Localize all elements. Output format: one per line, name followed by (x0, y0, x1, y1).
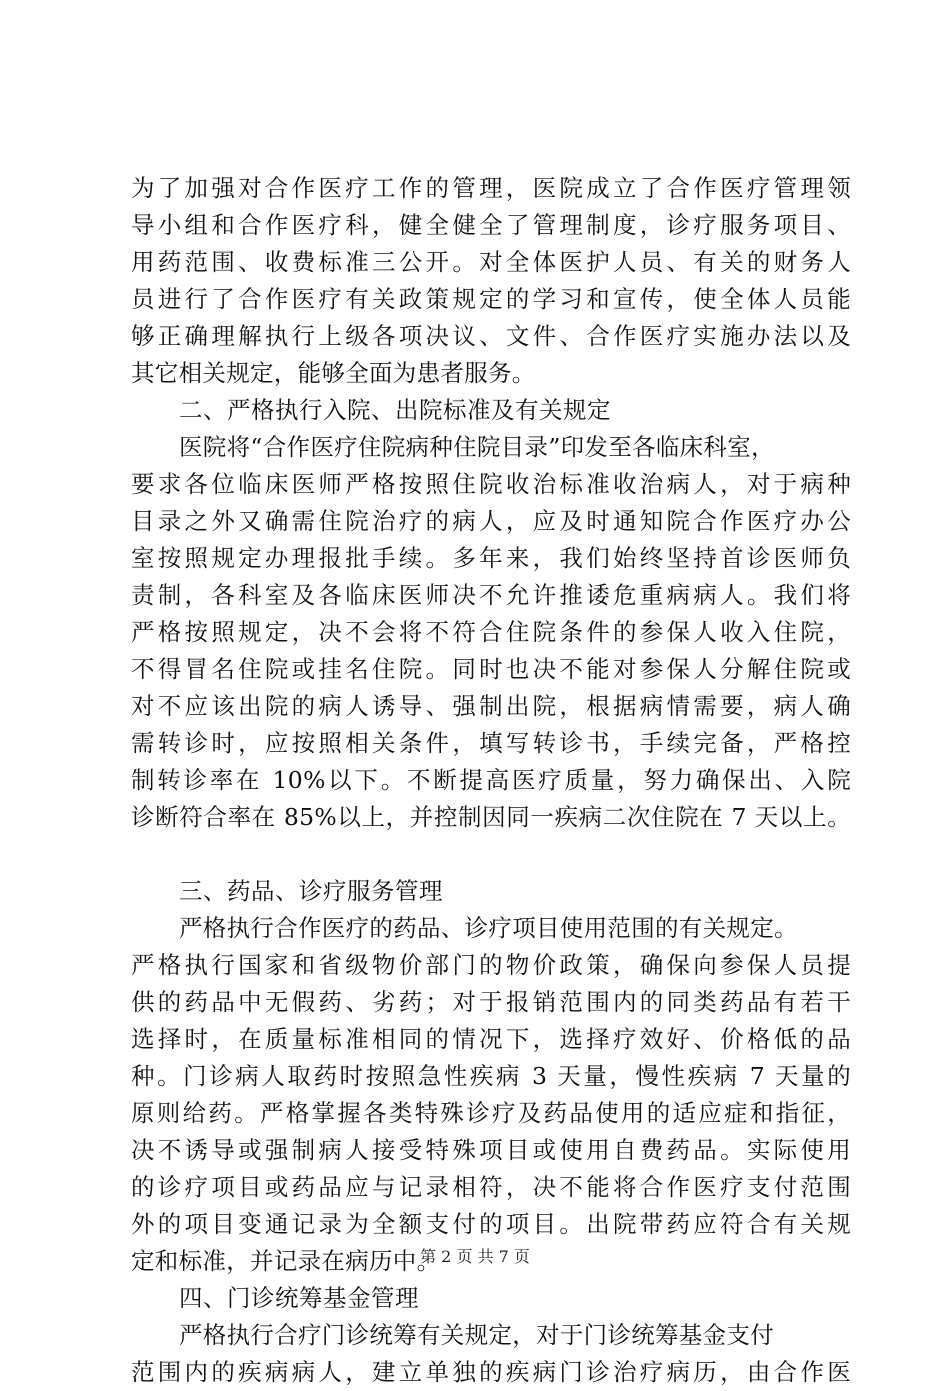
section-heading: 四、门诊统筹基金管理 (179, 1284, 419, 1312)
text-line: 员进行了合作医疗有关政策规定的学习和宣传，使全体人员能 (131, 285, 851, 313)
text-line: 严格按照规定，决不会将不符合住院条件的参保人收入住院， (131, 618, 851, 646)
text-line: 目录之外又确需住院治疗的病人，应及时通知院合作医疗办公 (131, 507, 851, 535)
text-line: 供的药品中无假药、劣药；对于报销范围内的同类药品有若干 (131, 988, 851, 1016)
text-line: 用药范围、收费标准三公开。对全体医护人员、有关的财务人 (131, 248, 851, 276)
page-footer: 第 2 页 共 7 页 (420, 1247, 530, 1266)
document-body (131, 170, 851, 1391)
text-line: 范围内的疾病病人，建立单独的疾病门诊治疗病历，由合作医 (131, 1358, 851, 1386)
text-line: 诊断符合率在 85%以上，并控制因同一疾病二次住院在 7 天以上。 (131, 803, 851, 831)
text-line: 严格执行国家和省级物价部门的物价政策，确保向参保人员提 (131, 951, 851, 979)
text-line: 为了加强对合作医疗工作的管理，医院成立了合作医疗管理领 (131, 174, 851, 202)
text-line: 原则给药。严格掌握各类特殊诊疗及药品使用的适应症和指征， (131, 1099, 851, 1127)
text-line: 制转诊率在 10%以下。不断提高医疗质量，努力确保出、入院 (131, 766, 851, 794)
text-line: 导小组和合作医疗科，健全健全了管理制度，诊疗服务项目、 (131, 211, 851, 239)
text-line: 选择时，在质量标准相同的情况下，选择疗效好、价格低的品 (131, 1025, 851, 1053)
text-line: 的诊疗项目或药品应与记录相符，决不能将合作医疗支付范围 (131, 1173, 851, 1201)
text-line: 室按照规定办理报批手续。多年来，我们始终坚持首诊医师负 (131, 544, 851, 572)
text-line: 需转诊时，应按照相关条件，填写转诊书，手续完备，严格控 (131, 729, 851, 757)
text-line: 外的项目变通记录为全额支付的项目。出院带药应符合有关规 (131, 1210, 851, 1238)
paragraph-first-line: 严格执行合作医疗的药品、诊疗项目使用范围的有关规定。 (179, 914, 798, 942)
text-line: 责制，各科室及各临床医师决不允许推诿危重病病人。我们将 (131, 581, 851, 609)
text-line: 决不诱导或强制病人接受特殊项目或使用自费药品。实际使用 (131, 1136, 851, 1164)
text-line: 要求各位临床医师严格按照住院收治标准收治病人，对于病种 (131, 470, 851, 498)
text-line: 对不应该出院的病人诱导、强制出院，根据病情需要，病人确 (131, 692, 851, 720)
text-line: 够正确理解执行上级各项决议、文件、合作医疗实施办法以及 (131, 322, 851, 350)
paragraph-first-line: 医院将“合作医疗住院病种住院目录”印发至各临床科室， (179, 433, 775, 461)
text-line: 其它相关规定，能够全面为患者服务。 (131, 359, 536, 387)
text-line: 定和标准，并记录在病历中。 (131, 1247, 441, 1275)
section-heading: 二、严格执行入院、出院标准及有关规定 (179, 396, 611, 424)
paragraph-spacer (131, 836, 851, 873)
text-line: 种。门诊病人取药时按照急性疾病 3 天量，慢性疾病 7 天量的 (131, 1062, 851, 1090)
text-line: 不得冒名住院或挂名住院。同时也决不能对参保人分解住院或 (131, 655, 851, 683)
section-heading: 三、药品、诊疗服务管理 (179, 877, 443, 905)
paragraph-first-line: 严格执行合疗门诊统筹有关规定，对于门诊统筹基金支付 (179, 1321, 774, 1349)
